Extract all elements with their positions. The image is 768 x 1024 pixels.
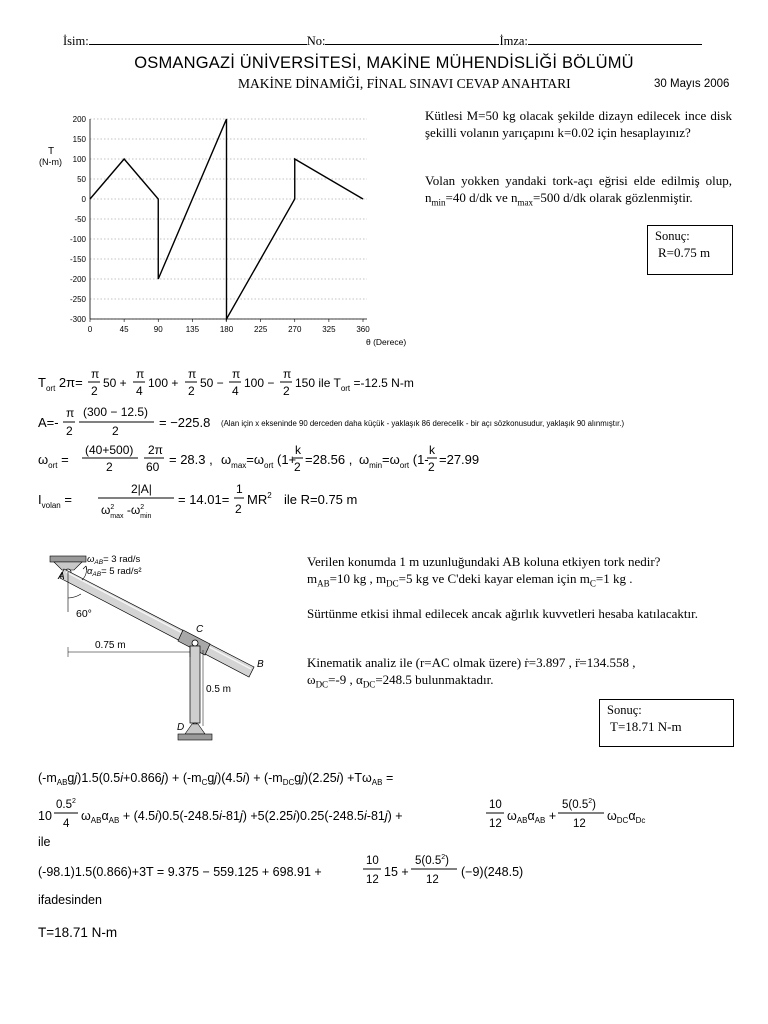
label-c: C bbox=[196, 624, 204, 635]
svg-text:2: 2 bbox=[294, 460, 301, 474]
y-tick-label: -250 bbox=[69, 295, 86, 304]
chart-ticks bbox=[70, 115, 370, 334]
link-ab bbox=[60, 569, 254, 677]
svg-text:π: π bbox=[188, 367, 197, 381]
svg-text:100 +: 100 + bbox=[148, 376, 179, 390]
label-b: B bbox=[257, 659, 264, 670]
x-tick-label: 135 bbox=[185, 325, 200, 334]
result-box-2 bbox=[599, 699, 734, 747]
svg-text:ωDCαDc: $\omega_{DC}\alpha_{Dc}$ bbox=[607, 809, 646, 825]
chart-grid bbox=[90, 119, 367, 319]
svg-text:ωmax=ωort (1+: $\omega_{max}=\omega_{ort}$ (1+ bbox=[221, 452, 297, 470]
problem1-text2: Volan yokken yandaki tork-açı eğrisi elde edilmiş olup, $n_{min}=40$ d/dk ve $n_{max}=500$ d/dk olarak gözlenmiştir. bbox=[425, 173, 732, 208]
x-axis-label: θ (Derece) bbox=[366, 337, 407, 347]
y-tick-label: -300 bbox=[69, 315, 86, 324]
svg-text:(-98.1)1.5(0.866)+3T = 9.375 −: (-98.1)1.5(0.866)+3T = 9.375 − 559.125 + 698.91 + bbox=[38, 865, 322, 879]
svg-text:ωABαAB +: $\omega_{AB}\alpha_{AB}$ + bbox=[507, 809, 557, 825]
result-value: R=0.75 m bbox=[658, 245, 711, 260]
solution2-equations bbox=[36, 760, 756, 945]
svg-text:= −225.8: = −225.8 bbox=[159, 415, 211, 430]
svg-text:2: 2 bbox=[428, 460, 435, 474]
svg-text:ωort =: $\omega_{ort}$ = bbox=[38, 452, 69, 470]
problem2-question: Verilen konumda 1 m uzunluğundaki AB koluna etkiyen tork nedir? bbox=[307, 554, 661, 569]
svg-text:60: 60 bbox=[146, 460, 160, 474]
final-answer: T=18.71 N-m bbox=[38, 925, 118, 940]
svg-text:100 −: 100 − bbox=[244, 376, 275, 390]
svg-text:= 14.01=: = 14.01= bbox=[178, 492, 230, 507]
svg-text:π: π bbox=[91, 367, 100, 381]
svg-text:ω2max -ω2min: $\omega^2$ $\max -\omega^2$ min bbox=[101, 503, 152, 520]
y-axis-symbol: T bbox=[48, 146, 55, 157]
svg-text:MR2: $MR^2$ bbox=[247, 491, 272, 507]
svg-text:π: π bbox=[283, 367, 292, 381]
svg-text:Tort 2π=: $T_{ort}$ 2π= bbox=[38, 375, 83, 393]
x-tick-label: 180 bbox=[219, 325, 234, 334]
svg-text:2: 2 bbox=[235, 502, 242, 516]
no-line bbox=[325, 34, 499, 45]
mechanism-figure bbox=[40, 550, 280, 750]
svg-text:Ivolan =: $I_{volan}$ = bbox=[38, 492, 72, 510]
svg-text:10: 10 bbox=[489, 799, 502, 811]
svg-text:5(0.52): $5(0.5^2)$ bbox=[415, 854, 449, 867]
svg-text:= 28.3 ,: = 28.3 , bbox=[169, 452, 213, 467]
result-label: Sonuç: bbox=[655, 229, 690, 243]
result-label: Sonuç: bbox=[607, 703, 642, 717]
x-tick-label: 45 bbox=[119, 325, 129, 334]
exam-date: 30 Mayıs 2006 bbox=[654, 78, 730, 90]
link-dc bbox=[190, 646, 200, 729]
svg-text:(Alan için x ekseninde 90 derc: (Alan için x ekseninde 90 derceden daha küçük - yaklaşık 86 derecelik - bir açı sözkonusudur, yaklaşık 90 alınmıştır.) bbox=[221, 419, 625, 428]
svg-text:αAB= 5 rad/s²: $\alpha_{AB}= 5$ rad/s² bbox=[87, 566, 142, 578]
eq-area bbox=[38, 405, 624, 438]
svg-text:ωAB= 3 rad/s: $\omega_{AB}= 3$ rad/s bbox=[87, 554, 141, 566]
svg-text:15 +: 15 + bbox=[384, 865, 409, 879]
eq-numeric bbox=[38, 854, 523, 886]
svg-text:π: π bbox=[136, 367, 145, 381]
problem1-text: Kütlesi M=50 kg olacak şekilde dizayn edilecek ince disk şekilli volanın yarıçapını k=0.02 için hesaplayınız? bbox=[425, 108, 732, 140]
svg-text:2: 2 bbox=[283, 384, 290, 398]
problem2-kinematics: Kinematik analiz ile (r=AC olmak üzere) ṙ=3.897 , r̈=134.558 , $\omega_{DC}=-9$ , $\alpha_{DC}=248.5$ bulunmaktadır. bbox=[307, 655, 636, 690]
y-axis-unit: (N-m) bbox=[39, 157, 62, 167]
svg-text:2: 2 bbox=[91, 384, 98, 398]
ifadesinden-word: ifadesinden bbox=[38, 893, 102, 907]
y-tick-label: 100 bbox=[72, 155, 86, 164]
ile-word: ile bbox=[38, 835, 51, 849]
y-tick-label: 0 bbox=[81, 195, 86, 204]
svg-text:A=-: A=- bbox=[38, 415, 59, 430]
svg-text:2π: 2π bbox=[148, 443, 163, 457]
y-tick-label: -200 bbox=[69, 275, 86, 284]
svg-text:12: 12 bbox=[489, 818, 502, 830]
svg-text:50 −: 50 − bbox=[200, 376, 224, 390]
svg-text:(300 − 12.5): (300 − 12.5) bbox=[83, 405, 149, 419]
svg-text:12: 12 bbox=[573, 818, 586, 830]
eq-inertia bbox=[38, 482, 357, 520]
svg-text:12: 12 bbox=[426, 874, 439, 886]
name-label: İsim: bbox=[63, 34, 89, 48]
svg-text:2: 2 bbox=[106, 460, 113, 474]
name-line bbox=[89, 34, 307, 45]
svg-text:50 +: 50 + bbox=[103, 376, 127, 390]
svg-text:10: 10 bbox=[366, 855, 379, 867]
dim-ac bbox=[68, 640, 190, 657]
y-tick-label: -50 bbox=[74, 215, 86, 224]
eq-energy-lhs bbox=[38, 771, 393, 787]
svg-text:2|A|: 2|A| bbox=[131, 482, 152, 496]
y-tick-label: -150 bbox=[69, 255, 86, 264]
result-box-1 bbox=[647, 225, 733, 275]
svg-text:=28.56 ,: =28.56 , bbox=[305, 452, 353, 467]
svg-text:(40+500): (40+500) bbox=[85, 443, 134, 457]
problem2-masses: $m_{AB}=10$ kg , $m_{DC}=5$ kg ve C'deki kayar eleman için $m_C=1$ kg . bbox=[307, 571, 633, 589]
x-tick-label: 225 bbox=[253, 325, 268, 334]
svg-text:ωmin=ωort (1-: $\omega_{min}=\omega_{ort}$ (1- bbox=[359, 452, 429, 470]
svg-text:60°: 60° bbox=[76, 608, 92, 620]
y-tick-label: 150 bbox=[72, 135, 86, 144]
svg-text:4: 4 bbox=[232, 384, 239, 398]
label-a: A bbox=[58, 571, 65, 582]
svg-text:ile R=0.75 m: ile R=0.75 m bbox=[284, 492, 358, 507]
x-tick-label: 270 bbox=[288, 325, 302, 334]
svg-text:k: k bbox=[429, 443, 435, 457]
eq-torque-average bbox=[38, 367, 414, 398]
sign-label: İmza: bbox=[499, 34, 528, 48]
svg-text:150 ile Tort =-12.5 N-m: 150 ile $T_{ort} =-12.5$ N-m bbox=[295, 376, 414, 393]
exam-title: MAKİNE DİNAMİĞİ, FİNAL SINAVI CEVAP ANAHTARI bbox=[238, 76, 571, 91]
eq-omega bbox=[38, 443, 479, 474]
svg-text:(-mABgj)1.5(0.5i+0.866j) + (-m: $(-m_{AB}gj)1.5(0.5i+0.866j) + (-m_Cgj)(4.5i) + (-m_{DC}gj)(2.25i) +T\omega_{AB}$ = bbox=[38, 771, 394, 787]
y-tick-label: 50 bbox=[77, 175, 86, 184]
sign-line bbox=[528, 34, 702, 45]
label-d: D bbox=[177, 722, 185, 733]
x-tick-label: 90 bbox=[153, 325, 163, 334]
svg-text:0.75 m: 0.75 m bbox=[95, 640, 126, 651]
y-tick-label: -100 bbox=[69, 235, 86, 244]
svg-text:10: 10 bbox=[38, 809, 52, 823]
svg-text:π: π bbox=[66, 406, 75, 420]
svg-text:4: 4 bbox=[136, 384, 143, 398]
svg-text:0.52: $0.5^2$ bbox=[56, 798, 76, 811]
svg-text:=27.99: =27.99 bbox=[439, 452, 480, 467]
svg-text:4: 4 bbox=[63, 818, 70, 830]
no-label: No: bbox=[306, 34, 326, 48]
svg-text:k: k bbox=[295, 443, 301, 457]
svg-text:π: π bbox=[232, 367, 241, 381]
svg-text:2: 2 bbox=[112, 424, 119, 438]
solution1-equations bbox=[36, 365, 756, 525]
result-value: T=18.71 N-m bbox=[610, 719, 682, 734]
svg-text:12: 12 bbox=[366, 874, 379, 886]
svg-text:2: 2 bbox=[66, 424, 73, 438]
torque-angle-chart bbox=[36, 108, 416, 358]
problem2-friction-note: Sürtünme etkisi ihmal edilecek ancak ağırlık kuvvetleri hesaba katılacaktır. bbox=[307, 606, 698, 621]
x-tick-label: 0 bbox=[87, 325, 93, 334]
university-title: OSMANGAZİ ÜNİVERSİTESİ, MAKİNE MÜHENDİSLİĞİ BÖLÜMÜ bbox=[134, 54, 634, 72]
svg-text:2: 2 bbox=[188, 384, 195, 398]
svg-text:5(0.52): $5(0.5^2)$ bbox=[562, 798, 596, 811]
svg-text:ωABαAB + (4.5i)0.5(-248.5i-81j: $\omega_{AB}\alpha_{AB} + (4.5i)0.5(-248.5i-81j) +5(2.25i)0.25(-248.5i-81j)$ + bbox=[81, 809, 403, 825]
x-tick-label: 325 bbox=[322, 325, 336, 334]
header-fields bbox=[63, 34, 702, 49]
x-tick-label: 360 bbox=[356, 325, 370, 334]
eq-energy-rhs bbox=[38, 798, 645, 830]
svg-text:1: 1 bbox=[236, 482, 243, 496]
y-tick-label: 200 bbox=[72, 115, 86, 124]
svg-text:(−9)(248.5): (−9)(248.5) bbox=[461, 865, 524, 879]
svg-text:0.5 m: 0.5 m bbox=[206, 684, 232, 695]
